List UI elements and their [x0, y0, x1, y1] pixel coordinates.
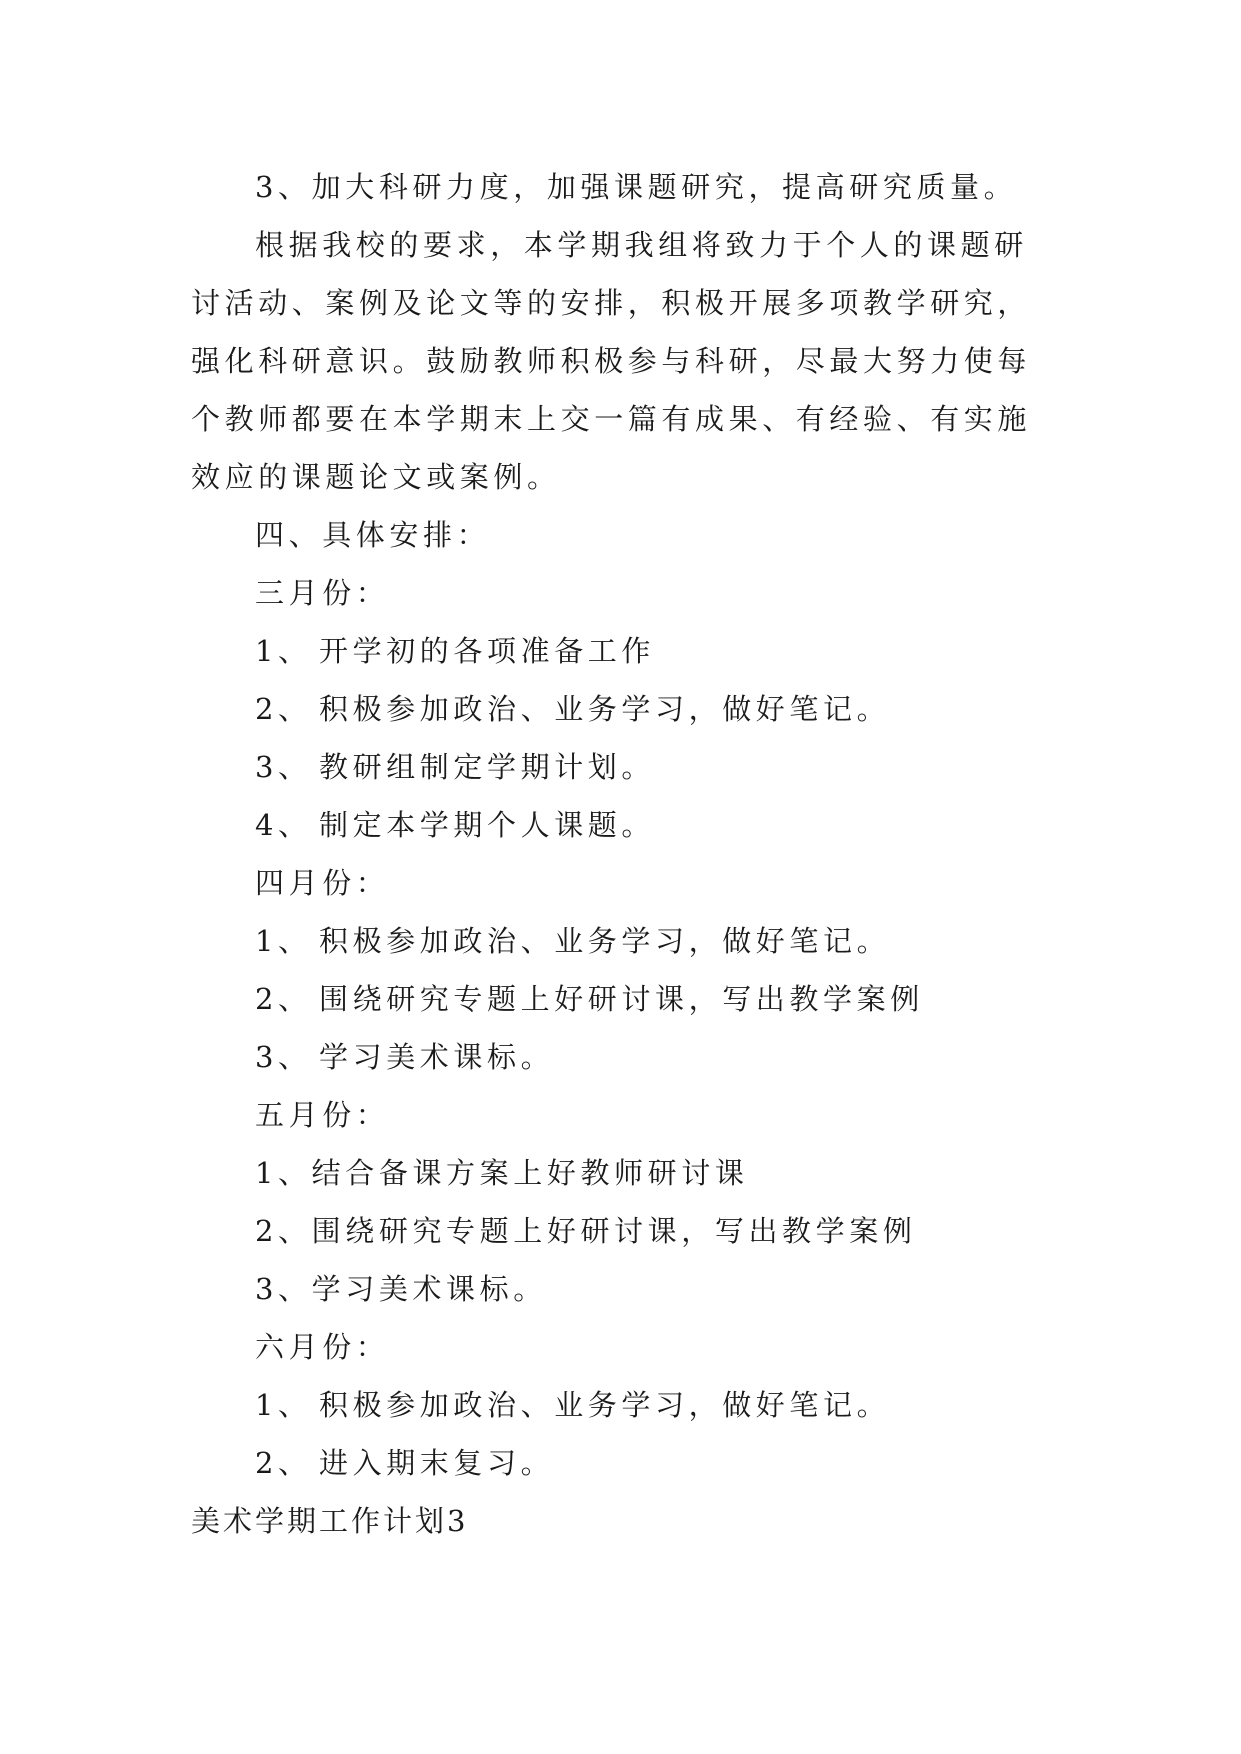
item-text: 制定本学期个人课题。 — [319, 808, 656, 842]
item-text: 开学初的各项准备工作 — [319, 634, 656, 668]
list-item — [191, 1376, 1057, 1434]
item-number: 3、 — [255, 750, 312, 784]
item-number: 2、 — [255, 692, 312, 726]
item-number: 2、 — [255, 1446, 312, 1480]
item-number: 2、 — [255, 982, 312, 1016]
month-heading-april: 四月份： — [255, 866, 390, 900]
list-item — [191, 1434, 1057, 1492]
month-heading-may: 五月份： — [255, 1098, 390, 1132]
month-heading-march: 三月份： — [255, 576, 390, 610]
item-number: 1、 — [255, 924, 312, 958]
item-text: 积极参加政治、业务学习，做好笔记。 — [319, 1388, 891, 1422]
item-text: 教研组制定学期计划。 — [319, 750, 656, 784]
list-item — [191, 680, 1057, 738]
item-text: 积极参加政治、业务学习，做好笔记。 — [319, 692, 891, 726]
document-body — [191, 158, 1057, 1550]
section-title: 美术学期工作计划3 — [191, 1504, 469, 1538]
item-text: 进入期末复习。 — [319, 1446, 555, 1480]
item-text: 学习美术课标。 — [319, 1040, 555, 1074]
list-item — [191, 912, 1057, 970]
text-line: 3、加大科研力度，加强课题研究，提高研究质量。 — [255, 170, 1018, 204]
item-text: 围绕研究专题上好研讨课，写出教学案例 — [319, 982, 924, 1016]
item-number: 1、 — [255, 1388, 312, 1422]
list-item — [191, 738, 1057, 796]
month-heading-june: 六月份： — [255, 1330, 390, 1364]
list-item: 1、结合备课方案上好教师研讨课 — [255, 1156, 749, 1190]
list-item — [191, 796, 1057, 854]
paragraph: 根据我校的要求，本学期我组将致力于个人的课题研讨活动、案例及论文等的安排，积极开展多项教学研究，强化科研意识。鼓励教师积极参与科研，尽最大努力使每个教师都要在本学期末上交一篇有成果、有经验、有实施效应的课题论文或案例。 — [191, 228, 1032, 494]
heading-arrangement: 四、具体安排： — [255, 518, 491, 552]
list-item: 2、围绕研究专题上好研讨课，写出教学案例 — [255, 1214, 917, 1248]
item-number: 1、 — [255, 634, 312, 668]
item-text: 积极参加政治、业务学习，做好笔记。 — [319, 924, 891, 958]
list-item: 3、学习美术课标。 — [255, 1272, 547, 1306]
list-item — [191, 1028, 1057, 1086]
item-number: 4、 — [255, 808, 312, 842]
list-item — [191, 622, 1057, 680]
list-item — [191, 970, 1057, 1028]
item-number: 3、 — [255, 1040, 312, 1074]
